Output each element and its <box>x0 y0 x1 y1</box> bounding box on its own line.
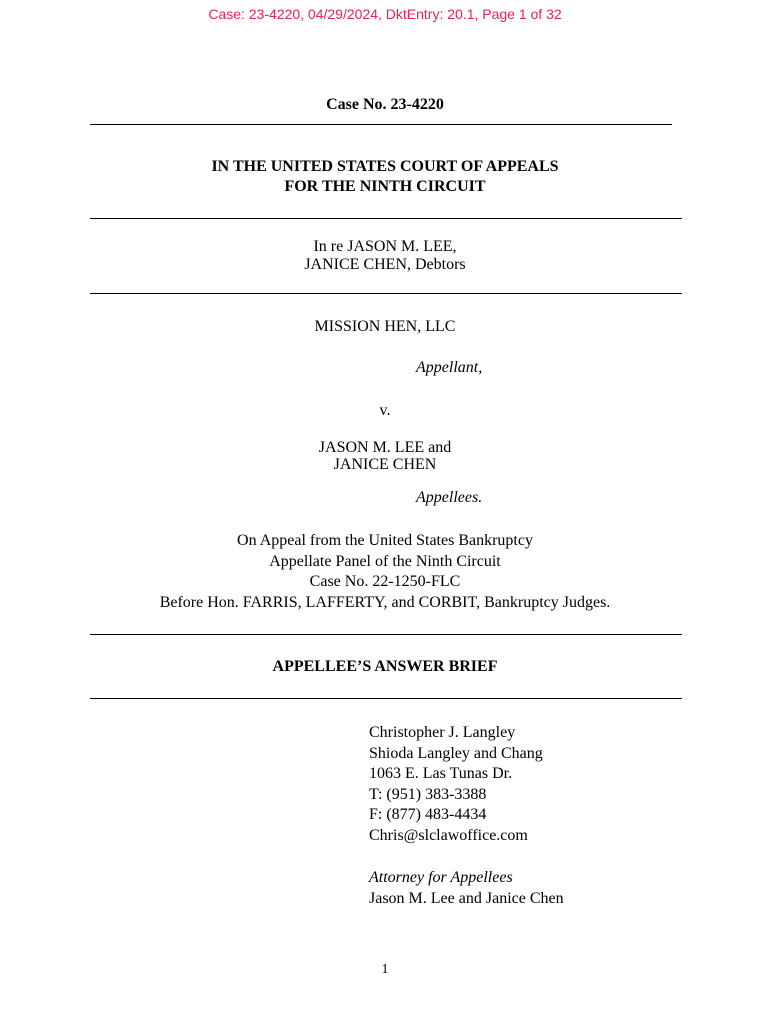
versus: v. <box>379 402 391 419</box>
divider-2 <box>90 293 682 294</box>
attorney-phone: T: (951) 383-3388 <box>369 785 487 803</box>
attorney-fax: F: (877) 483-4434 <box>369 806 487 823</box>
in-re-line-1: In re JASON M. LEE, <box>313 238 457 255</box>
attorney-role: Attorney for Appellees <box>369 869 513 886</box>
appellees-role: Appellees. <box>416 489 483 506</box>
appellees-line-1: JASON M. LEE and <box>318 439 452 456</box>
docket-header-stamp: Case: 23-4220, 04/29/2024, DktEntry: 20.1, Page 1 of 32 <box>208 6 562 22</box>
appeal-info-line-4: Before Hon. FARRIS, LAFFERTY, and CORBIT, Bankruptcy Judges. <box>159 594 611 611</box>
in-re-line-2: JANICE CHEN, Debtors <box>304 256 466 273</box>
appellees-line-2: JANICE CHEN <box>333 456 437 473</box>
attorney-address: 1063 E. Las Tunas Dr. <box>369 765 513 782</box>
appeal-info-line-1: On Appeal from the United States Bankruptcy <box>237 532 533 549</box>
attorney-clients: Jason M. Lee and Janice Chen <box>369 889 564 907</box>
page-number: 1 <box>381 962 389 977</box>
brief-title: APPELLEE’S ANSWER BRIEF <box>272 658 498 675</box>
divider-1 <box>90 218 682 219</box>
attorney-block <box>369 723 543 846</box>
appellant-role: Appellant, <box>416 359 483 376</box>
dashed-divider <box>90 124 672 125</box>
court-line-2: FOR THE NINTH CIRCUIT <box>284 178 486 195</box>
appellant-name: MISSION HEN, LLC <box>314 318 456 335</box>
attorney-email: Chris@slclawoffice.com <box>369 826 528 844</box>
appeal-info-line-3: Case No. 22-1250-FLC <box>309 573 461 590</box>
attorney-name: Christopher J. Langley <box>369 724 516 741</box>
divider-3 <box>90 634 682 635</box>
court-line-1: IN THE UNITED STATES COURT OF APPEALS <box>211 158 559 175</box>
divider-4 <box>90 698 682 699</box>
attorney-firm: Shioda Langley and Chang <box>369 744 543 762</box>
case-number: Case No. 23-4220 <box>326 96 444 113</box>
attorney-role-block <box>369 868 564 909</box>
appeal-info-line-2: Appellate Panel of the Ninth Circuit <box>269 553 501 570</box>
